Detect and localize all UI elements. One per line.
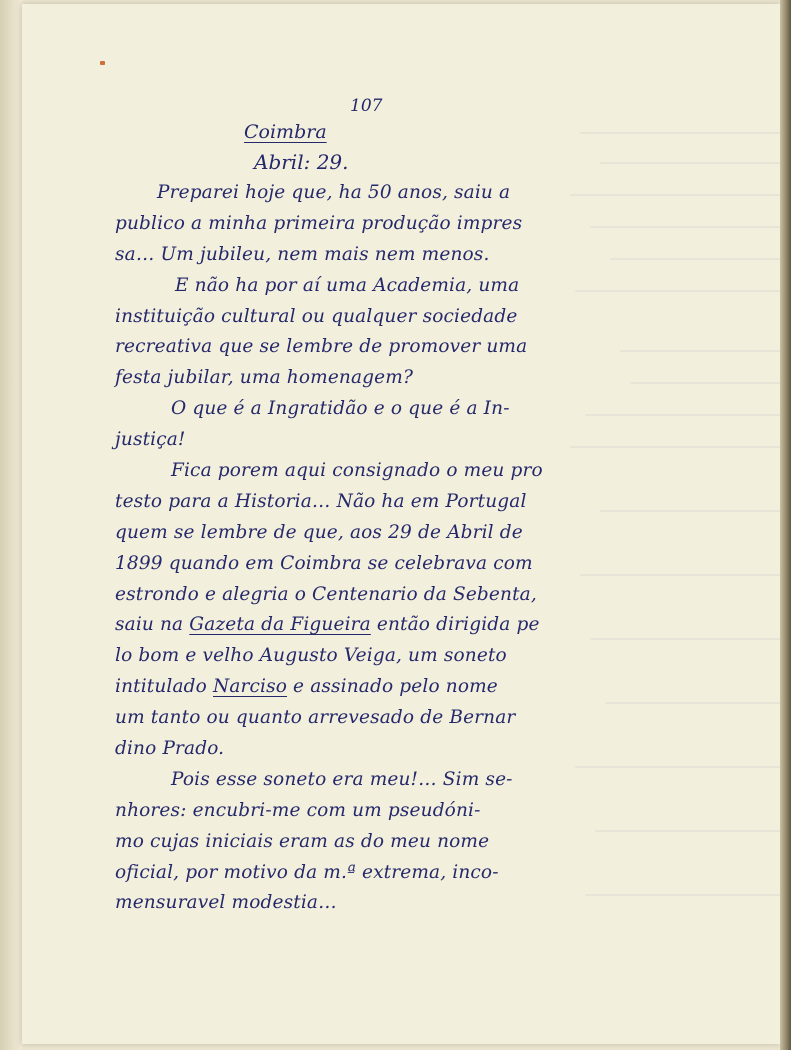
text-line: mo cujas iniciais eram as do meu nome xyxy=(115,830,490,852)
entry-date: Abril: 29. xyxy=(254,150,349,174)
text-line: recreativa que se lembre de promover uma xyxy=(115,336,528,358)
underlined-title: Gazeta da Figueira xyxy=(189,614,371,636)
text-line: Fica porem aqui consignado o meu pro xyxy=(171,460,543,482)
entry-place: Coimbra xyxy=(244,121,327,143)
text-line: um tanto ou quanto arrevesado de Bernar xyxy=(115,707,516,729)
text-line: nhores: encubri-me com um pseudóni- xyxy=(115,799,481,821)
text-line: festa jubilar, uma homenagem? xyxy=(115,367,414,389)
text-line: E não ha por aí uma Academia, uma xyxy=(175,274,520,296)
text-line: lo bom e velho Augusto Veiga, um soneto xyxy=(115,645,507,667)
text-line: O que é a Ingratidão e o que é a In- xyxy=(171,398,510,420)
page-edge-shadow xyxy=(780,0,791,1050)
text-line: Preparei hoje que, ha 50 anos, saiu a xyxy=(157,182,511,203)
text-line: dino Prado. xyxy=(115,738,225,760)
handwritten-body xyxy=(115,178,715,919)
text-line: quem se lembre de que, aos 29 de Abril de xyxy=(115,521,523,543)
page-number: 107 xyxy=(350,96,383,116)
text-line: instituição cultural ou qualquer sociedade xyxy=(115,305,518,327)
text-line: publico a minha primeira produção impres xyxy=(115,212,523,234)
margin-mark xyxy=(100,61,105,65)
text-line: Pois esse soneto era meu!… Sim se- xyxy=(171,768,513,790)
text-line: intitulado Narciso e assinado pelo nome xyxy=(115,676,498,698)
underlined-title: Narciso xyxy=(213,676,288,698)
text-line: justiça! xyxy=(115,429,186,451)
manuscript-page xyxy=(22,4,780,1044)
binding-gutter xyxy=(0,0,22,1050)
text-line: sa… Um jubileu, nem mais nem menos. xyxy=(115,243,490,265)
text-line: mensuravel modestia… xyxy=(115,892,337,914)
text-line: saiu na Gazeta da Figueira então dirigida pe xyxy=(115,614,540,636)
text-line: 1899 quando em Coimbra se celebrava com xyxy=(115,552,533,574)
text-line: testo para a Historia… Não ha em Portugal xyxy=(115,490,527,512)
text-line: oficial, por motivo da m.ª extrema, inco- xyxy=(115,861,499,883)
text-line: estrondo e alegria o Centenario da Sebenta, xyxy=(115,583,537,605)
